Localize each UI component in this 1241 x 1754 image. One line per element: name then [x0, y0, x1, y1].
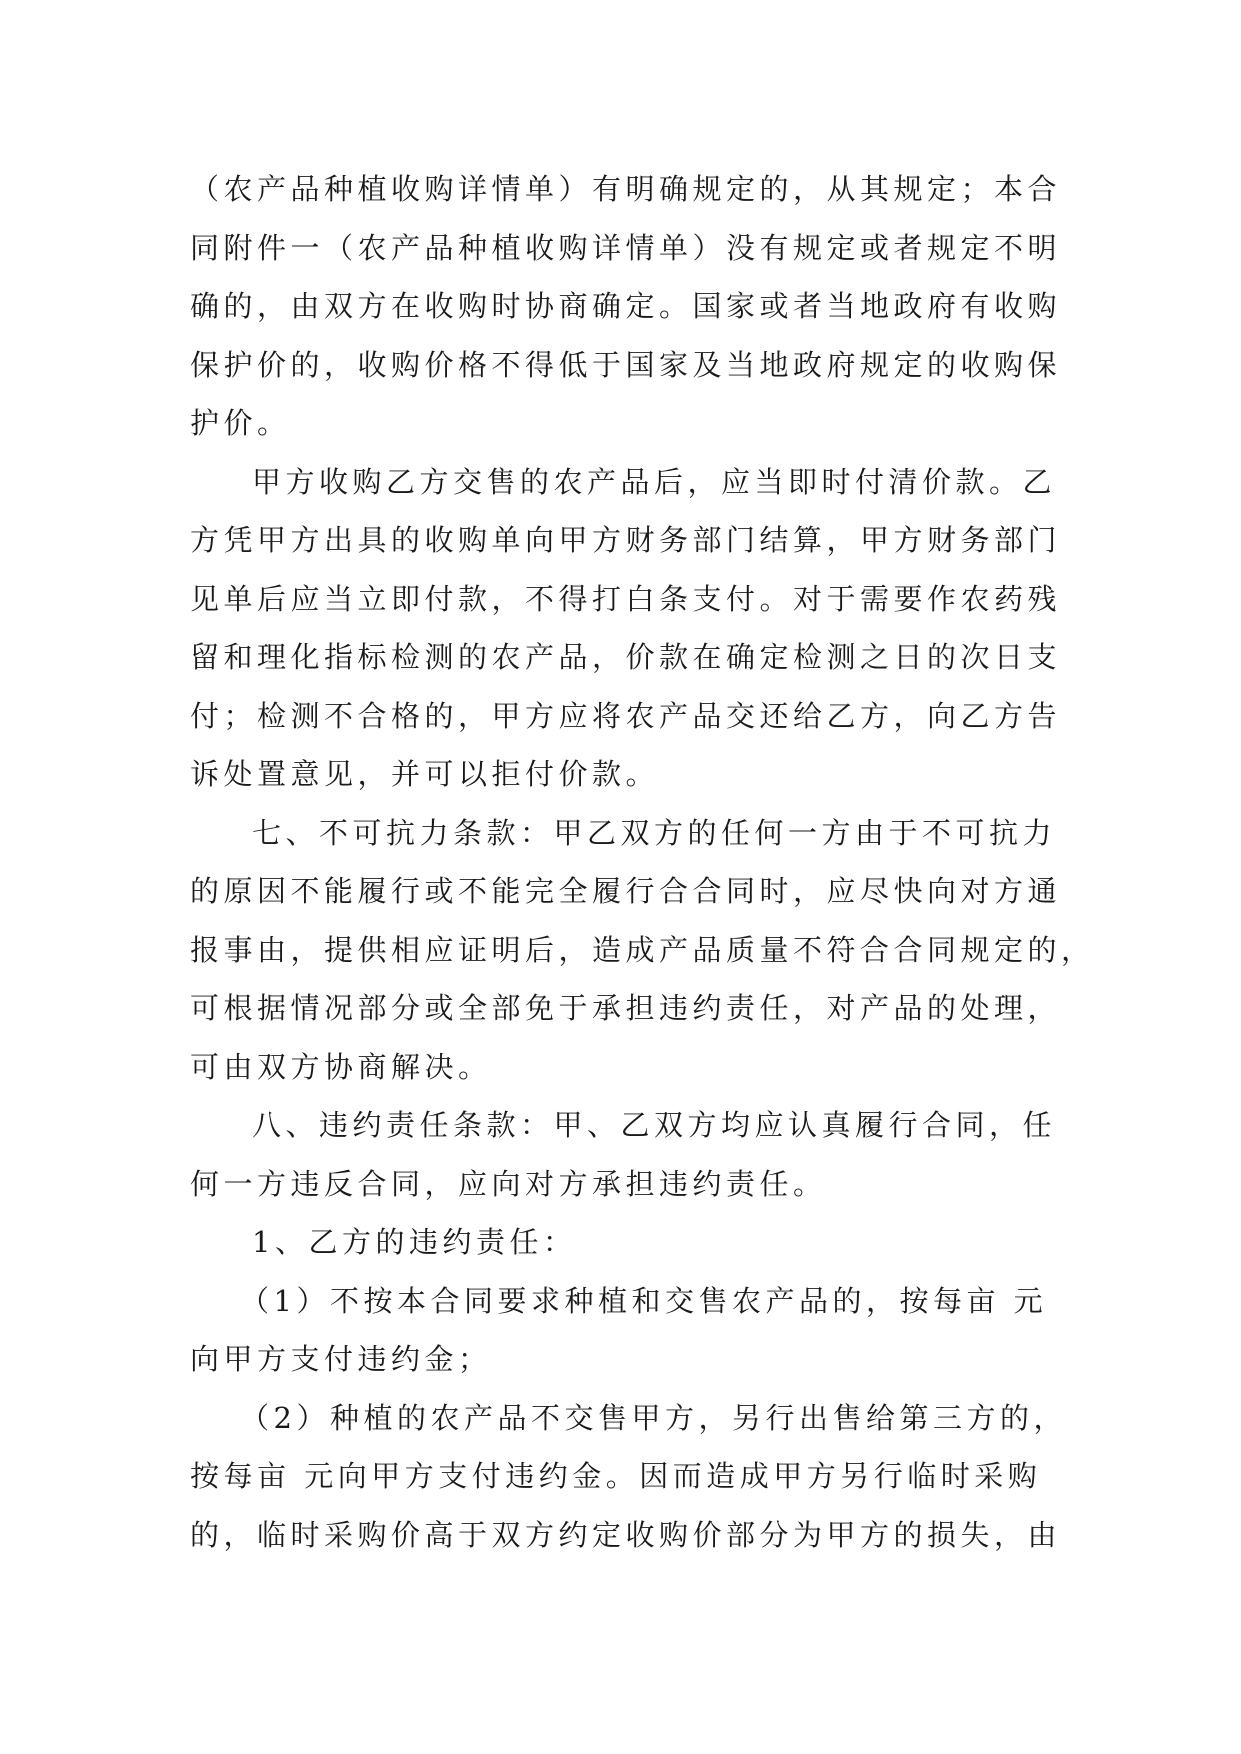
text-line: 见单后应当立即付款，不得打白条支付。对于需要作农药残 [190, 581, 1062, 616]
subsection-heading-line: 1、乙方的违约责任： [252, 1225, 577, 1259]
text-line: 同附件一（农产品种植收购详情单）没有规定或者规定不明 [190, 230, 1062, 265]
list-item-line: （1）不按本合同要求种植和交售农产品的，按每亩 元 [240, 1283, 1048, 1318]
text-line: 付；检测不合格的，甲方应将农产品交还给乙方，向乙方告 [190, 698, 1062, 733]
text-line: 确的，由双方在收购时协商确定。国家或者当地政府有收购 [190, 289, 1062, 323]
text-line: 方凭甲方出具的收购单向甲方财务部门结算，甲方财务部门 [190, 523, 1062, 557]
text-line: （农产品种植收购详情单）有明确规定的，从其规定；本合 [190, 172, 1062, 206]
text-line: 可由双方协商解决。 [190, 1049, 492, 1084]
text-line: 报事由，提供相应证明后，造成产品质量不符合合同规定的， [190, 932, 1095, 967]
section-heading-line: 七、不可抗力条款：甲乙双方的任何一方由于不可抗力 [252, 815, 1057, 850]
text-line: 何一方违反合同，应向对方承担违约责任。 [190, 1166, 827, 1201]
paragraph-start-line: 甲方收购乙方交售的农产品后，应当即时付清价款。乙 [252, 464, 1057, 499]
text-line: 护价。 [190, 406, 291, 440]
text-line: 的，临时采购价高于双方约定收购价部分为甲方的损失，由 [190, 1517, 1062, 1552]
text-line: 的原因不能履行或不能完全履行合合同时，应尽快向对方通 [190, 874, 1062, 908]
text-line: 向甲方支付违约金； [190, 1342, 492, 1376]
text-line: 保护价的，收购价格不得低于国家及当地政府规定的收购保 [190, 347, 1062, 382]
text-line: 留和理化指标检测的农产品，价款在确定检测之日的次日支 [190, 640, 1062, 674]
document-body [190, 160, 1095, 1564]
text-line: 诉处置意见，并可以拒付价款。 [190, 757, 660, 791]
text-line: 按每亩 元向甲方支付违约金。因而造成甲方另行临时采购 [190, 1459, 1042, 1493]
text-line: 可根据情况部分或全部免于承担违约责任，对产品的处理， [190, 991, 1062, 1025]
list-item-line: （2）种植的农产品不交售甲方，另行出售给第三方的， [240, 1400, 1067, 1435]
section-heading-line: 八、违约责任条款：甲、乙双方均应认真履行合同，任 [252, 1108, 1057, 1142]
